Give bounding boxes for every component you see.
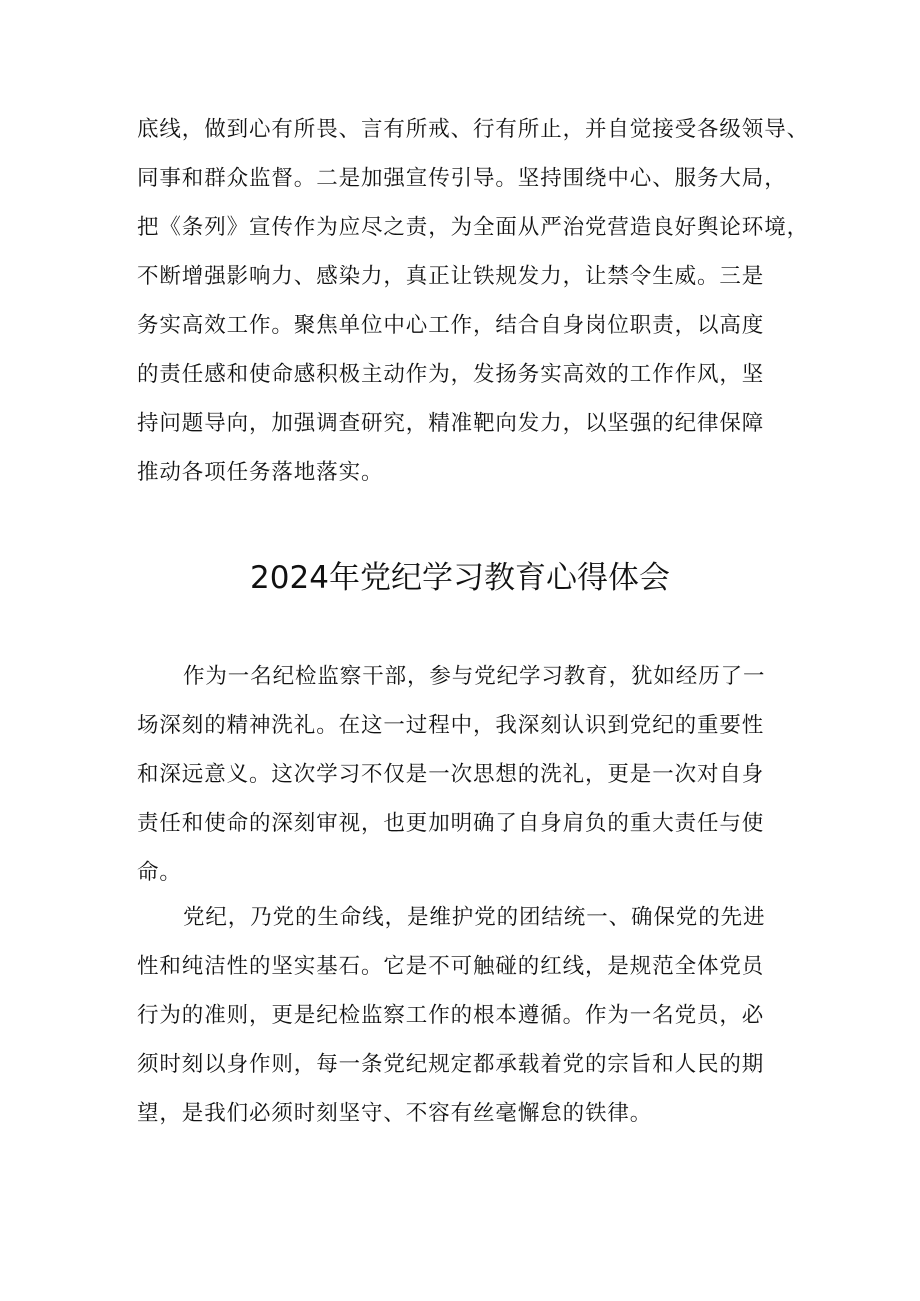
text-line: 性和纯洁性的坚实基石。它是不可触碰的红线，是规范全体党员 — [137, 954, 765, 979]
text-line: 同事和群众监督。二是加强宣传引导。坚持围绕中心、服务大局， — [137, 166, 787, 191]
text-line: 望，是我们必须时刻坚守、不容有丝毫懈怠的铁律。 — [137, 1101, 653, 1126]
text-line: 务实高效工作。聚焦单位中心工作，结合自身岗位职责，以高度 — [137, 313, 765, 338]
text-line: 行为的准则，更是纪检监察工作的根本遵循。作为一名党员，必 — [137, 1003, 765, 1028]
document-title: 2024年党纪学习教育心得体会 — [250, 560, 670, 596]
text-line: 作为一名纪检监察干部，参与党纪学习教育，犹如经历了一 — [183, 664, 766, 689]
top-paragraph — [137, 105, 810, 497]
text-line: 责任和使命的深刻审视，也更加明确了自身肩负的重大责任与使 — [137, 811, 765, 836]
paragraph-1 — [137, 652, 797, 897]
text-line: 命。 — [137, 860, 182, 885]
text-line: 底线，做到心有所畏、言有所戒、行有所止，并自觉接受各级领导、 — [137, 117, 810, 142]
text-line: 党纪，乃党的生命线，是维护党的团结统一、确保党的先进 — [183, 905, 766, 930]
text-line: 的责任感和使命感积极主动作为，发扬务实高效的工作作风，坚 — [137, 362, 765, 387]
text-line: 把《条列》宣传作为应尽之责，为全面从严治党营造良好舆论环境， — [137, 215, 810, 240]
text-line: 持问题导向，加强调查研究，精准靶向发力，以坚强的纪律保障 — [137, 411, 765, 436]
text-line: 场深刻的精神洗礼。在这一过程中，我深刻认识到党纪的重要性 — [137, 713, 765, 738]
text-line: 须时刻以身作则，每一条党纪规定都承载着党的宗旨和人民的期 — [137, 1052, 765, 1077]
paragraph-2 — [137, 893, 797, 1138]
text-line: 推动各项任务落地落实。 — [137, 460, 384, 485]
text-line: 不断增强影响力、感染力，真正让铁规发力，让禁令生威。三是 — [137, 264, 765, 289]
text-line: 和深远意义。这次学习不仅是一次思想的洗礼，更是一次对自身 — [137, 762, 765, 787]
